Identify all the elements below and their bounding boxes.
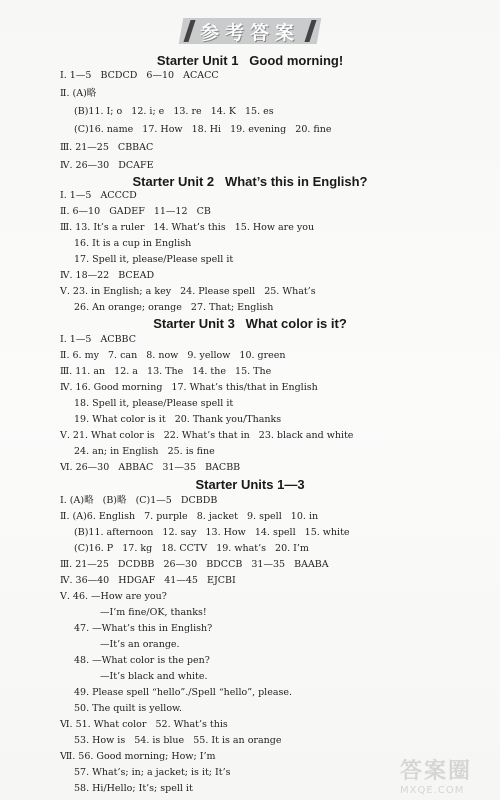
answer-line: (C)16. P 17. kg 18. CCTV 19. what’s 20. I’m xyxy=(74,543,309,554)
site-watermark xyxy=(400,754,492,794)
answer-line: (B)11. afternoon 12. say 13. How 14. spell 15. white xyxy=(74,527,350,538)
answer-line: 26. An orange; orange 27. That; English xyxy=(74,302,274,313)
answer-line: Ⅲ. 13. It’s a ruler 14. What’s this 15. How are you xyxy=(60,222,315,233)
answer-line: Ⅰ. 1—5 BCDCD 6—10 ACACC xyxy=(60,70,219,81)
answer-line: Ⅴ. 23. in English; a key 24. Please spell 25. What’s xyxy=(60,286,316,297)
banner-title: 参考答案 xyxy=(199,21,300,44)
answer-line: 16. It is a cup in English xyxy=(74,238,192,249)
answer-line: Ⅱ. (A)6. English 7. purple 8. jacket 9. spell 10. in xyxy=(60,511,319,522)
answer-line: Ⅰ. (A)略 (B)略 (C)1—5 DCBDB xyxy=(60,495,218,506)
answer-line: 50. The quilt is yellow. xyxy=(74,703,183,714)
answer-line: 57. What’s; in; a jacket; is it; It’s xyxy=(74,767,231,778)
answer-line: Ⅲ. 21—25 CBBAC xyxy=(60,142,154,153)
answer-line: —I’m fine/OK, thanks! xyxy=(100,607,207,618)
answer-line: —It’s an orange. xyxy=(100,639,180,650)
answer-line: 53. How is 54. is blue 55. It is an orange xyxy=(74,735,282,746)
section-heading: Starter Units 1—3 xyxy=(195,477,305,492)
answer-line: (B)11. I; o 12. i; e 13. re 14. K 15. es xyxy=(74,106,274,117)
answer-line: Ⅶ. 56. Good morning; How; I’m xyxy=(60,751,216,762)
answer-key-banner xyxy=(175,14,325,48)
answer-line: (C)16. name 17. How 18. Hi 19. evening 20. fine xyxy=(74,124,332,135)
answer-line: Ⅲ. 21—25 DCDBB 26—30 BDCCB 31—35 BAABA xyxy=(60,559,329,570)
answer-line: Ⅳ. 36—40 HDGAF 41—45 EJCBI xyxy=(60,575,236,586)
answer-line: Ⅵ. 26—30 ABBAC 31—35 BACBB xyxy=(60,462,241,473)
answer-line: 24. an; in English 25. is fine xyxy=(74,446,215,457)
section-heading: Starter Unit 3 What color is it? xyxy=(153,316,347,331)
answer-line: Ⅵ. 51. What color 52. What’s this xyxy=(60,719,228,730)
section-heading: Starter Unit 2 What’s this in English? xyxy=(132,174,368,189)
answer-line: Ⅳ. 26—30 DCAFE xyxy=(60,160,154,171)
answer-line: Ⅳ. 18—22 BCEAD xyxy=(60,270,155,281)
answer-line: 48. —What color is the pen? xyxy=(74,655,210,666)
answer-line: Ⅱ. 6. my 7. can 8. now 9. yellow 10. green xyxy=(60,350,286,361)
answer-line: Ⅱ. (A)略 xyxy=(60,88,97,99)
answer-line: Ⅰ. 1—5 ACBBC xyxy=(60,334,136,345)
answer-line: 18. Spell it, please/Please spell it xyxy=(74,398,234,409)
answer-line: Ⅳ. 16. Good morning 17. What’s this/that in English xyxy=(60,382,318,393)
answer-line: 47. —What’s this in English? xyxy=(74,623,213,634)
answer-line: 17. Spell it, please/Please spell it xyxy=(74,254,234,265)
watermark-url: MXQE.COM xyxy=(400,785,465,796)
answer-line: Ⅲ. 11. an 12. a 13. The 14. the 15. The xyxy=(60,366,272,377)
answer-line: 58. Hi/Hello; It’s; spell it xyxy=(74,783,193,794)
answer-line: Ⅴ. 46. —How are you? xyxy=(60,591,167,602)
answer-line: Ⅰ. 1—5 ACCCD xyxy=(60,190,137,201)
answer-line: Ⅴ. 21. What color is 22. What’s that in 23. black and white xyxy=(60,430,354,441)
answer-line: Ⅱ. 6—10 GADEF 11—12 CB xyxy=(60,206,211,217)
section-heading: Starter Unit 1 Good morning! xyxy=(156,53,344,68)
answer-line: —It’s black and white. xyxy=(100,671,208,682)
watermark-logo: 答案圈 xyxy=(400,759,473,784)
answer-line: 19. What color is it 20. Thank you/Thanks xyxy=(74,414,282,425)
answer-line: 49. Please spell “hello”./Spell “hello”, please. xyxy=(74,687,293,698)
